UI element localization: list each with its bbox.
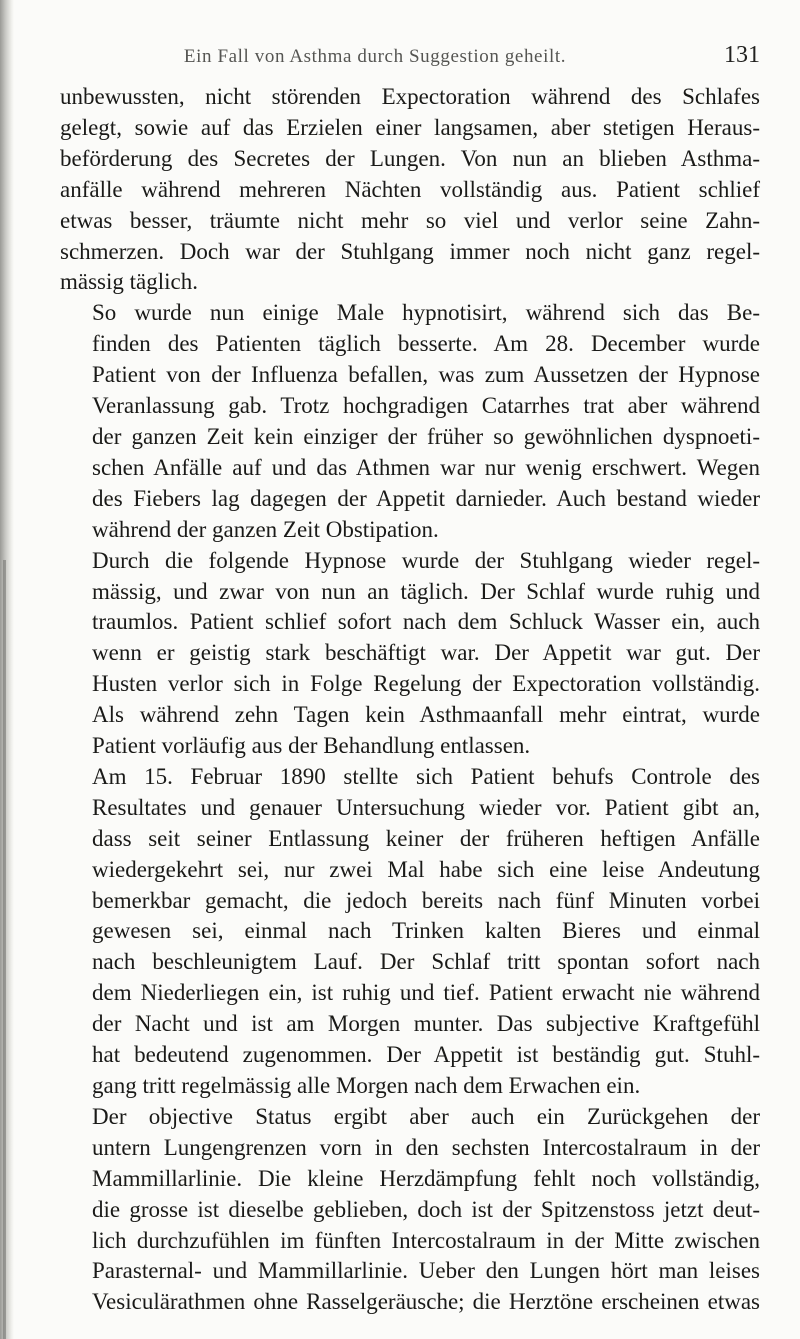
text-line: bemerkbar gemacht, die jedoch bereits nach fünf Minuten vorbei	[92, 887, 760, 913]
text-line: nach beschleunigtem Lauf. Der Schlaf tritt spontan sofort nach	[92, 949, 760, 975]
text-line: Mammillarlinie. Die kleine Herzdämpfung fehlt noch vollständig,	[92, 1165, 760, 1191]
text-line: gewesen sei, einmal nach Trinken kalten Bieres und einmal	[92, 918, 760, 944]
text-line: Durch die folgende Hypnose wurde der Stuhlgang wieder regel-	[92, 547, 760, 573]
text-line: der ganzen Zeit kein einziger der früher so gewöhnlichen dyspnoeti-	[92, 423, 760, 449]
text-line: mässig täglich.	[60, 269, 198, 295]
text-line: untern Lungengrenzen vorn in den sechsten Intercostalraum in der	[92, 1134, 760, 1160]
text-line: lich durchzufühlen im fünften Intercostalraum in der Mitte zwischen	[92, 1227, 760, 1253]
text-line: dass seit seiner Entlassung keiner der früheren heftigen Anfälle	[92, 825, 760, 851]
text-line: des Fiebers lag dagegen der Appetit darnieder. Auch bestand wieder	[92, 485, 760, 511]
text-line: So wurde nun einige Male hypnotisirt, während sich das Be-	[92, 300, 760, 326]
body-text	[60, 82, 760, 1318]
text-line: wiedergekehrt sei, nur zwei Mal habe sich eine leise Andeutung	[92, 856, 760, 882]
text-line: der Nacht und ist am Morgen munter. Das subjective Kraftgefühl	[92, 1011, 760, 1037]
text-line: mässig, und zwar von nun an täglich. Der Schlaf wurde ruhig und	[92, 578, 760, 604]
text-line: Als während zehn Tagen kein Asthmaanfall mehr eintrat, wurde	[92, 702, 760, 728]
text-line: dem Niederliegen ein, ist ruhig und tief. Patient erwacht nie während	[92, 980, 760, 1006]
paragraph-1	[60, 82, 760, 298]
text-line: während der ganzen Zeit Obstipation.	[92, 516, 439, 542]
text-line: Patient von der Influenza befallen, was zum Aussetzen der Hypnose	[92, 362, 760, 388]
page-header	[60, 40, 760, 76]
text-line: Der objective Status ergibt aber auch ein Zurückgehen der	[92, 1103, 760, 1129]
text-line: schen Anfälle auf und das Athmen war nur wenig erschwert. Wegen	[92, 454, 760, 480]
paragraph-4	[60, 762, 760, 1102]
running-head: Ein Fall von Asthma durch Suggestion geheilt.	[183, 46, 567, 67]
text-line: etwas besser, träumte nicht mehr so viel und verlor seine Zahn-	[60, 207, 760, 233]
text-line: Husten verlor sich in Folge Regelung der Expectoration vollständig.	[92, 671, 760, 697]
page-number: 131	[724, 42, 760, 68]
text-line: Resultates und genauer Untersuchung wieder vor. Patient gibt an,	[92, 794, 760, 820]
text-line: die grosse ist dieselbe geblieben, doch ist der Spitzenstoss jetzt deut-	[92, 1196, 760, 1222]
text-line: schmerzen. Doch war der Stuhlgang immer noch nicht ganz regel-	[60, 238, 760, 264]
text-line: Vesiculärathmen ohne Rasselgeräusche; die Herztöne erscheinen etwas	[92, 1289, 760, 1315]
paragraph-5	[60, 1102, 760, 1318]
text-line: Veranlassung gab. Trotz hochgradigen Catarrhes trat aber während	[92, 393, 760, 419]
text-line: gang tritt regelmässig alle Morgen nach dem Erwachen ein.	[92, 1073, 641, 1098]
text-line: finden des Patienten täglich besserte. Am 28. December wurde	[92, 331, 760, 357]
text-line: unbewussten, nicht störenden Expectoration während des Schlafes	[60, 84, 760, 109]
text-line: beförderung des Secretes der Lungen. Von nun an blieben Asthma-	[60, 145, 760, 171]
text-line: hat bedeutend zugenommen. Der Appetit ist beständig gut. Stuhl-	[92, 1042, 760, 1068]
text-line: gelegt, sowie auf das Erzielen einer langsamen, aber stetigen Heraus-	[60, 114, 760, 140]
text-line: Patient vorläufig aus der Behandlung entlassen.	[92, 733, 531, 759]
text-line: traumlos. Patient schlief sofort nach dem Schluck Wasser ein, auch	[92, 609, 760, 635]
text-line: Parasternal- und Mammillarlinie. Ueber den Lungen hört man leises	[92, 1258, 760, 1284]
text-line: anfälle während mehreren Nächten vollständig aus. Patient schlief	[60, 176, 760, 202]
text-line: wenn er geistig stark beschäftigt war. Der Appetit war gut. Der	[92, 640, 760, 666]
paragraph-3	[60, 546, 760, 762]
page-binding-edge	[3, 560, 6, 1339]
paragraph-2	[60, 298, 760, 545]
text-line: Am 15. Februar 1890 stellte sich Patient behufs Controle des	[92, 763, 760, 789]
